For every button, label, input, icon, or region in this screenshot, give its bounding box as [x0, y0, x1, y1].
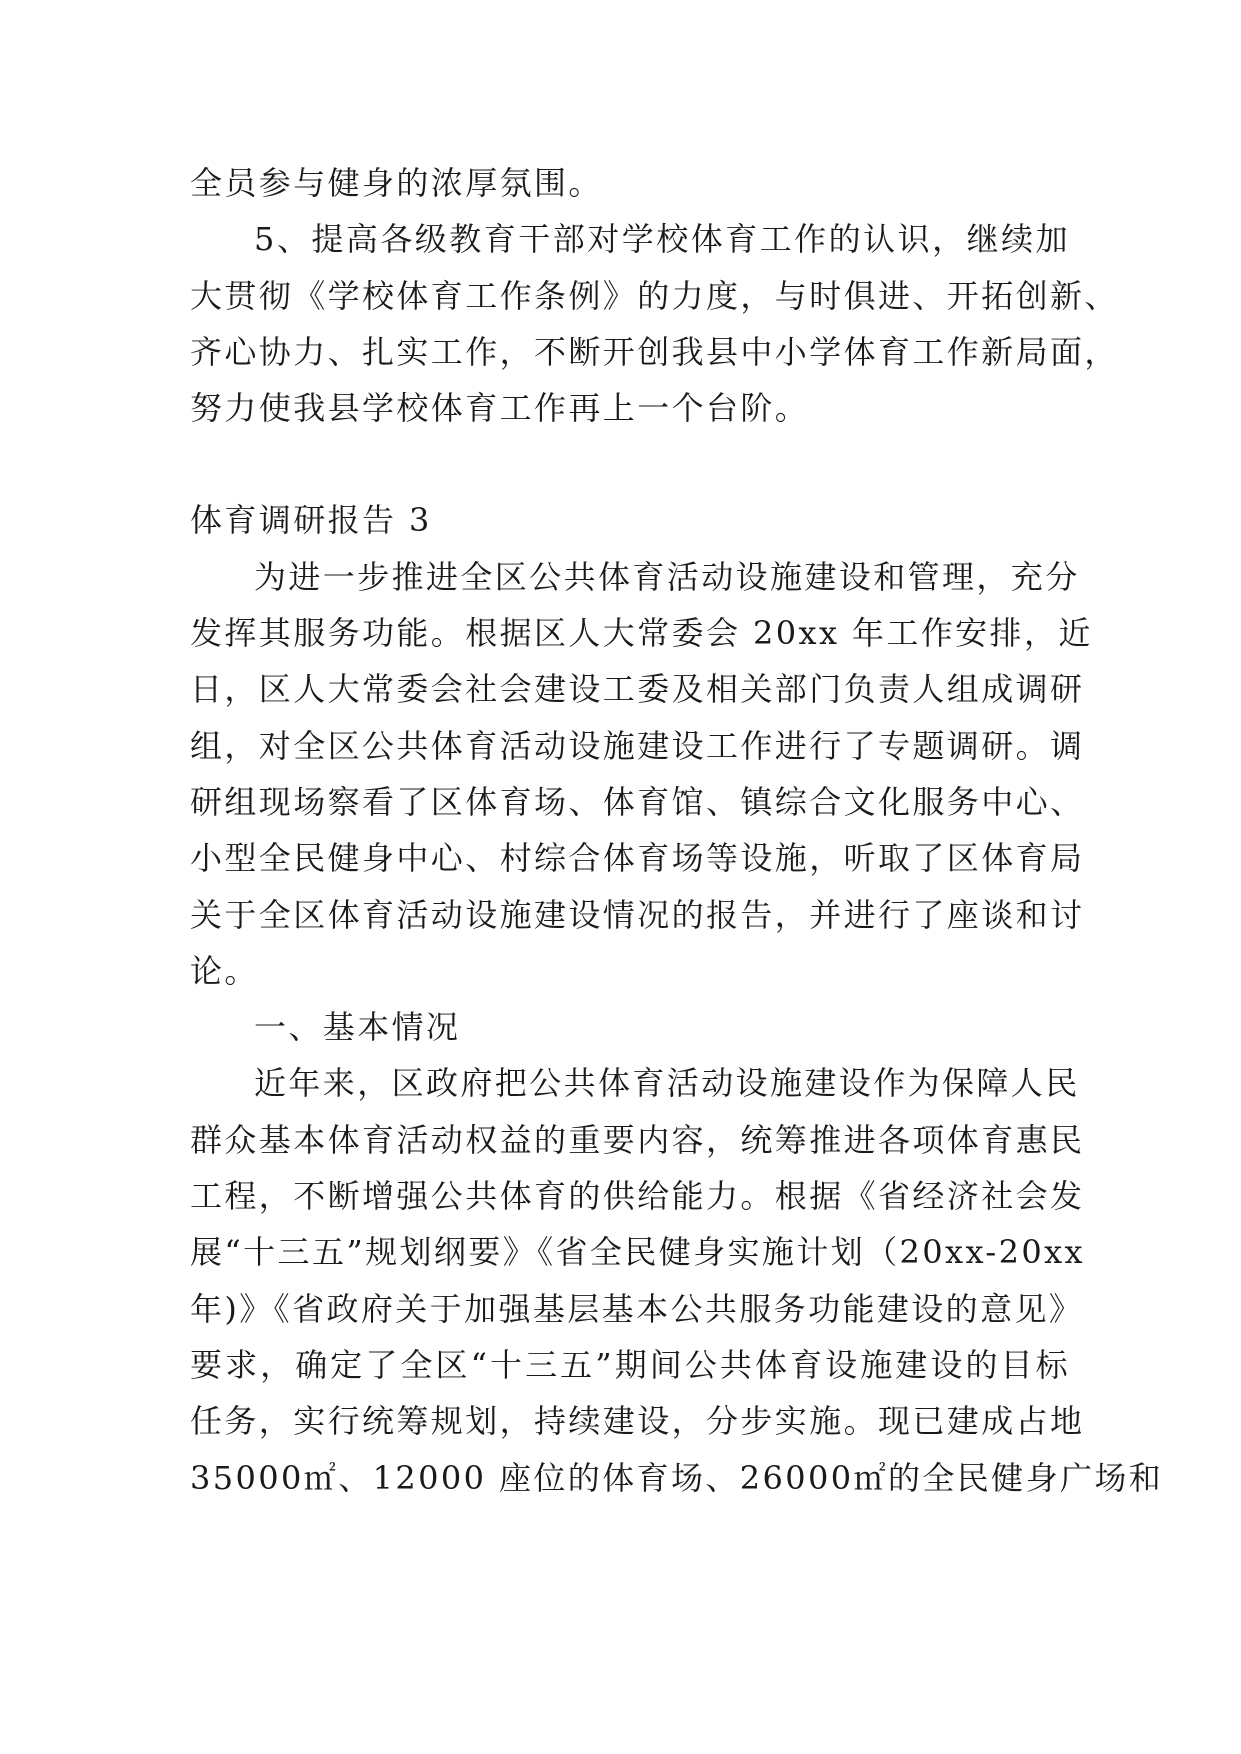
text-line: 群众基本体育活动权益的重要内容，统筹推进各项体育惠民	[190, 1120, 1085, 1159]
text-line: 论。	[190, 951, 259, 990]
text-line: 小型全民健身中心、村综合体育场等设施，听取了区体育局	[190, 839, 1085, 878]
text-line: 为进一步推进全区公共体育活动设施建设和管理，充分	[254, 557, 1080, 596]
text-line: 日，区人大常委会社会建设工委及相关部门负责人组成调研	[190, 670, 1085, 709]
text-line: 5、提高各级教育干部对学校体育工作的认识，继续加	[254, 220, 1070, 259]
text-line: 研组现场察看了区体育场、体育馆、镇综合文化服务中心、	[190, 782, 1085, 821]
text-line: 35000㎡、12000 座位的体育场、26000㎡的全民健身广场和	[190, 1458, 1164, 1497]
text-line: 努力使我县学校体育工作再上一个台阶。	[190, 389, 810, 428]
subsection-heading: 一、基本情况	[254, 1008, 461, 1047]
text-line: 任务，实行统筹规划，持续建设，分步实施。现已建成占地	[190, 1402, 1085, 1441]
text-line: 近年来，区政府把公共体育活动设施建设作为保障人民	[254, 1064, 1080, 1103]
text-line: 要求，确定了全区“十三五”期间公共体育设施建设的目标	[190, 1345, 1070, 1384]
section-title: 体育调研报告 3	[190, 501, 432, 540]
text-line: 展“十三五”规划纲要》《省全民健身实施计划（20xx-20xx	[190, 1233, 1085, 1272]
document-body	[190, 155, 1164, 1506]
text-line: 工程，不断增强公共体育的供给能力。根据《省经济社会发	[190, 1177, 1085, 1216]
text-line: 大贯彻《学校体育工作条例》的力度，与时俱进、开拓创新、	[190, 276, 1119, 315]
text-line: 组，对全区公共体育活动设施建设工作进行了专题调研。调	[190, 726, 1085, 765]
text-line: 全员参与健身的浓厚氛围。	[190, 164, 603, 202]
text-line: 齐心协力、扎实工作，不断开创我县中小学体育工作新局面，	[190, 332, 1119, 371]
text-line: 年)》《省政府关于加强基层基本公共服务功能建设的意见》	[190, 1289, 1084, 1328]
text-line: 关于全区体育活动设施建设情况的报告，并进行了座谈和讨	[190, 895, 1085, 934]
text-line: 发挥其服务功能。根据区人大常委会 20xx 年工作安排，近	[190, 614, 1093, 653]
